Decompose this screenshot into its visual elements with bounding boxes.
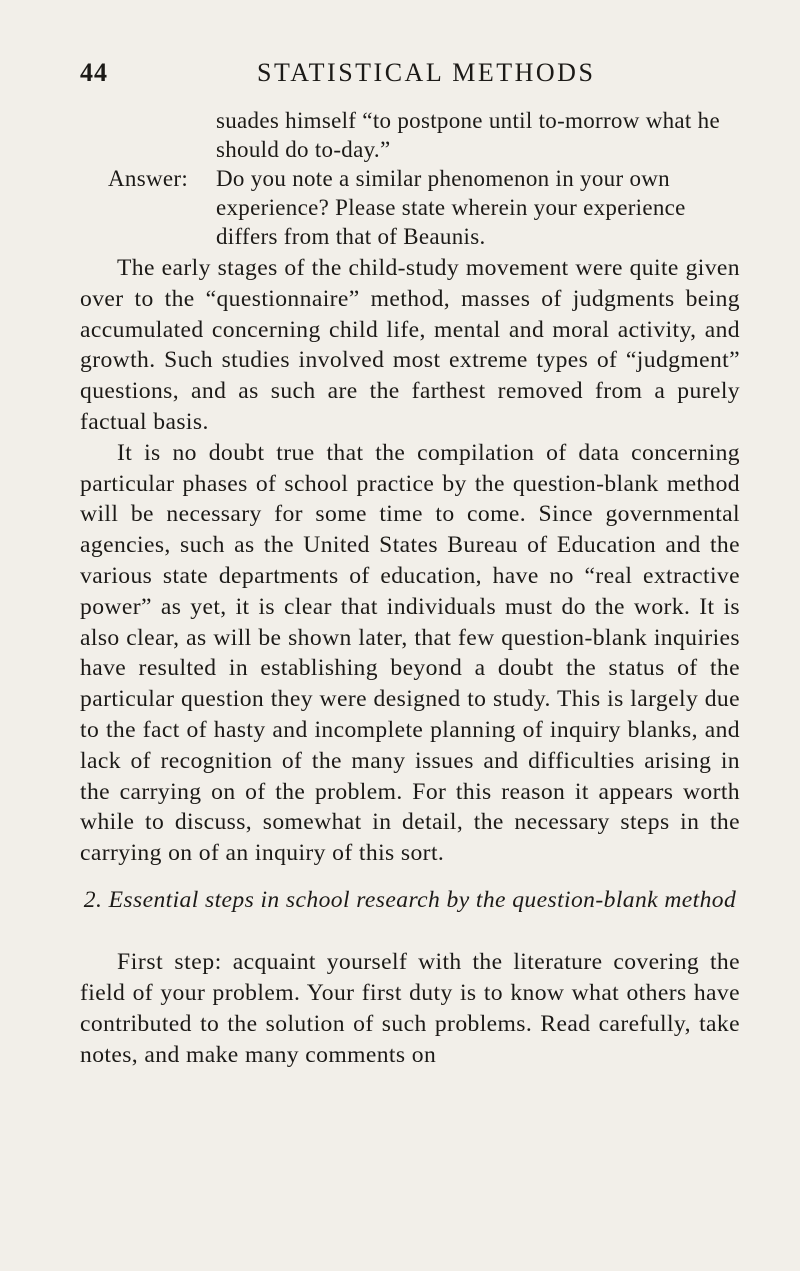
page-number: 44 bbox=[80, 58, 108, 87]
paragraph-question-blank: It is no doubt true that the compilation of data concerning particular phases of school practice by the question-blank method will be necessary for some time to come. Since governmental agencies, such as the United States Bureau of Education and the various state departments of education, have no “real extractive power” as yet, it is clear that individuals must do the work. It is also clear, as will be shown later, that few question-blank inquiries have resulted in establishing beyond a doubt the status of the particular question they were designed to study. This is largely due to the fact of hasty and incomplete planning of inquiry blanks, and lack of recognition of the many issues and difficulties arising in the carrying on of the problem. For this reason it appears worth while to discuss, somewhat in detail, the necessary steps in the carrying on of an inquiry of this sort. bbox=[80, 439, 740, 867]
running-title: STATISTICAL METHODS bbox=[257, 58, 596, 87]
body-text bbox=[80, 253, 740, 869]
answer-label: Answer: bbox=[108, 166, 189, 191]
quoted-question-block bbox=[108, 106, 748, 251]
step-label: First step: bbox=[117, 949, 222, 975]
answer-text: Do you note a similar phenomenon in your own experience? Please state wherein your experience differs from that of Beaunis. bbox=[216, 166, 686, 249]
running-head bbox=[80, 58, 740, 92]
paragraph-child-study: The early stages of the child-study movement were quite given over to the “questionnaire” method, masses of judgments being accumulated concerning child life, mental and moral activity, and growth. Such studies involved most extreme types of “judgment” questions, and as such are the farthest removed from a purely factual basis. bbox=[80, 255, 740, 435]
paragraph-first-step bbox=[80, 947, 740, 1071]
step-text: acquaint yourself with the literature covering the field of your problem. Your first duty is to know what others have contributed to the solution of such problems. Read carefully, take notes, and make many comments on bbox=[80, 949, 740, 1068]
answer-row bbox=[108, 164, 748, 251]
quote-continuation: suades himself “to postpone until to-morrow what he should do to-day.” bbox=[216, 108, 720, 162]
section-heading: 2. Essential steps in school research by the question-blank method bbox=[83, 887, 737, 913]
